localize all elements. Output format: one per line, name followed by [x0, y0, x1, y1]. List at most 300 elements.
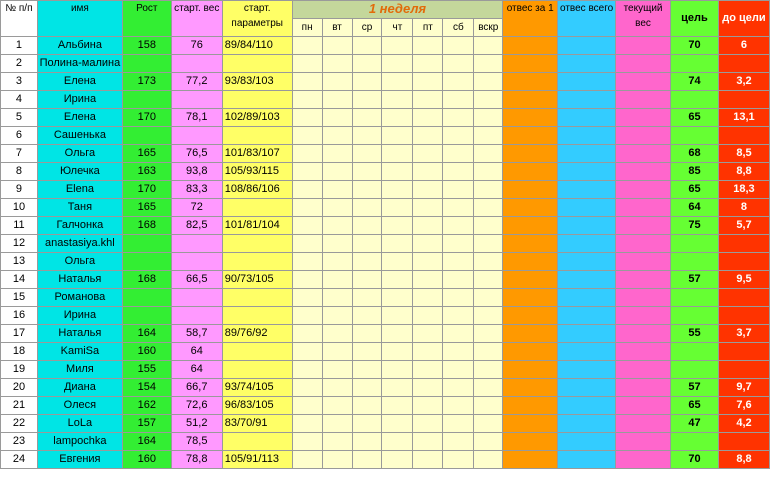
cell-day[interactable] — [413, 379, 443, 397]
cell-start-weight[interactable]: 72 — [171, 199, 222, 217]
cell-day[interactable] — [474, 433, 503, 451]
cell-height[interactable]: 155 — [122, 361, 171, 379]
cell-day[interactable] — [382, 451, 413, 469]
cell-height[interactable]: 168 — [122, 217, 171, 235]
cell-day[interactable] — [382, 433, 413, 451]
cell-day[interactable] — [322, 433, 352, 451]
col-header-number[interactable]: № п/п — [1, 1, 38, 37]
cell-current-weight[interactable] — [616, 307, 671, 325]
cell-day[interactable] — [382, 289, 413, 307]
cell-number[interactable]: 23 — [1, 433, 38, 451]
cell-day[interactable] — [382, 55, 413, 73]
cell-day[interactable] — [382, 91, 413, 109]
cell-current-weight[interactable] — [616, 109, 671, 127]
cell-day[interactable] — [474, 127, 503, 145]
cell-day[interactable] — [382, 253, 413, 271]
cell-day[interactable] — [352, 361, 382, 379]
cell-day[interactable] — [322, 307, 352, 325]
cell-day[interactable] — [413, 433, 443, 451]
cell-height[interactable]: 160 — [122, 343, 171, 361]
cell-goal[interactable]: 70 — [671, 451, 719, 469]
day-header-mon[interactable]: пн — [292, 19, 322, 37]
cell-current-weight[interactable] — [616, 73, 671, 91]
cell-day[interactable] — [352, 55, 382, 73]
cell-day[interactable] — [382, 343, 413, 361]
cell-loss-total[interactable] — [558, 379, 616, 397]
cell-loss-total[interactable] — [558, 289, 616, 307]
cell-start-params[interactable] — [222, 361, 292, 379]
cell-day[interactable] — [382, 235, 413, 253]
cell-day[interactable] — [413, 271, 443, 289]
cell-day[interactable] — [292, 145, 322, 163]
cell-day[interactable] — [413, 415, 443, 433]
cell-day[interactable] — [474, 55, 503, 73]
cell-start-weight[interactable]: 77,2 — [171, 73, 222, 91]
cell-loss-total[interactable] — [558, 55, 616, 73]
cell-to-goal[interactable] — [718, 433, 769, 451]
cell-day[interactable] — [474, 145, 503, 163]
cell-current-weight[interactable] — [616, 235, 671, 253]
cell-goal[interactable]: 75 — [671, 217, 719, 235]
cell-loss-week[interactable] — [503, 325, 558, 343]
cell-number[interactable]: 24 — [1, 451, 38, 469]
cell-goal[interactable] — [671, 343, 719, 361]
col-header-current-weight[interactable]: текущий вес — [616, 1, 671, 37]
cell-loss-total[interactable] — [558, 433, 616, 451]
cell-to-goal[interactable] — [718, 343, 769, 361]
cell-start-params[interactable]: 102/89/103 — [222, 109, 292, 127]
cell-day[interactable] — [352, 433, 382, 451]
cell-current-weight[interactable] — [616, 451, 671, 469]
cell-day[interactable] — [352, 325, 382, 343]
cell-number[interactable]: 5 — [1, 109, 38, 127]
cell-number[interactable]: 21 — [1, 397, 38, 415]
cell-day[interactable] — [474, 325, 503, 343]
col-header-start-weight[interactable]: старт. вес — [171, 1, 222, 37]
cell-day[interactable] — [382, 181, 413, 199]
cell-day[interactable] — [292, 307, 322, 325]
cell-day[interactable] — [443, 397, 474, 415]
cell-to-goal[interactable] — [718, 91, 769, 109]
cell-start-params[interactable] — [222, 127, 292, 145]
cell-name[interactable]: anastasiya.khl — [37, 235, 122, 253]
day-header-fri[interactable]: пт — [413, 19, 443, 37]
cell-goal[interactable]: 68 — [671, 145, 719, 163]
cell-name[interactable]: Елена — [37, 73, 122, 91]
cell-height[interactable]: 158 — [122, 37, 171, 55]
cell-start-weight[interactable] — [171, 127, 222, 145]
cell-day[interactable] — [413, 199, 443, 217]
cell-day[interactable] — [292, 235, 322, 253]
cell-day[interactable] — [352, 163, 382, 181]
cell-to-goal[interactable] — [718, 253, 769, 271]
cell-day[interactable] — [322, 181, 352, 199]
cell-day[interactable] — [292, 415, 322, 433]
cell-day[interactable] — [292, 397, 322, 415]
cell-loss-total[interactable] — [558, 127, 616, 145]
cell-number[interactable]: 15 — [1, 289, 38, 307]
cell-loss-week[interactable] — [503, 451, 558, 469]
cell-start-weight[interactable]: 78,5 — [171, 433, 222, 451]
cell-name[interactable]: Ольга — [37, 145, 122, 163]
cell-to-goal[interactable]: 6 — [718, 37, 769, 55]
cell-to-goal[interactable]: 8 — [718, 199, 769, 217]
cell-number[interactable]: 1 — [1, 37, 38, 55]
cell-day[interactable] — [292, 73, 322, 91]
cell-height[interactable] — [122, 235, 171, 253]
cell-day[interactable] — [443, 37, 474, 55]
cell-start-params[interactable] — [222, 433, 292, 451]
cell-loss-week[interactable] — [503, 343, 558, 361]
cell-number[interactable]: 6 — [1, 127, 38, 145]
cell-start-weight[interactable]: 66,5 — [171, 271, 222, 289]
cell-height[interactable]: 154 — [122, 379, 171, 397]
cell-number[interactable]: 22 — [1, 415, 38, 433]
cell-loss-week[interactable] — [503, 415, 558, 433]
cell-day[interactable] — [322, 289, 352, 307]
cell-day[interactable] — [292, 451, 322, 469]
cell-number[interactable]: 4 — [1, 91, 38, 109]
cell-day[interactable] — [382, 397, 413, 415]
cell-day[interactable] — [292, 91, 322, 109]
cell-current-weight[interactable] — [616, 433, 671, 451]
cell-loss-total[interactable] — [558, 325, 616, 343]
cell-day[interactable] — [413, 91, 443, 109]
cell-height[interactable]: 165 — [122, 199, 171, 217]
cell-day[interactable] — [382, 73, 413, 91]
cell-number[interactable]: 19 — [1, 361, 38, 379]
cell-height[interactable]: 157 — [122, 415, 171, 433]
cell-day[interactable] — [443, 127, 474, 145]
cell-day[interactable] — [443, 235, 474, 253]
cell-day[interactable] — [413, 253, 443, 271]
cell-loss-week[interactable] — [503, 271, 558, 289]
cell-current-weight[interactable] — [616, 379, 671, 397]
cell-day[interactable] — [443, 451, 474, 469]
cell-height[interactable] — [122, 253, 171, 271]
cell-loss-week[interactable] — [503, 181, 558, 199]
cell-day[interactable] — [292, 379, 322, 397]
col-header-loss-total[interactable]: отвес всего — [558, 1, 616, 37]
cell-start-weight[interactable] — [171, 55, 222, 73]
cell-goal[interactable]: 65 — [671, 397, 719, 415]
cell-day[interactable] — [322, 127, 352, 145]
cell-to-goal[interactable]: 8,8 — [718, 163, 769, 181]
cell-loss-total[interactable] — [558, 343, 616, 361]
cell-goal[interactable] — [671, 433, 719, 451]
cell-to-goal[interactable]: 3,2 — [718, 73, 769, 91]
cell-day[interactable] — [292, 181, 322, 199]
cell-day[interactable] — [322, 199, 352, 217]
cell-day[interactable] — [474, 415, 503, 433]
cell-start-params[interactable]: 83/70/91 — [222, 415, 292, 433]
cell-start-params[interactable] — [222, 289, 292, 307]
cell-day[interactable] — [352, 397, 382, 415]
cell-start-weight[interactable]: 78,8 — [171, 451, 222, 469]
cell-height[interactable]: 164 — [122, 325, 171, 343]
cell-day[interactable] — [352, 91, 382, 109]
cell-goal[interactable]: 65 — [671, 109, 719, 127]
cell-height[interactable]: 173 — [122, 73, 171, 91]
cell-loss-week[interactable] — [503, 397, 558, 415]
cell-day[interactable] — [382, 37, 413, 55]
cell-loss-week[interactable] — [503, 91, 558, 109]
cell-day[interactable] — [292, 127, 322, 145]
cell-day[interactable] — [322, 73, 352, 91]
cell-day[interactable] — [382, 127, 413, 145]
cell-start-weight[interactable]: 66,7 — [171, 379, 222, 397]
cell-goal[interactable] — [671, 235, 719, 253]
cell-goal[interactable] — [671, 127, 719, 145]
cell-loss-week[interactable] — [503, 433, 558, 451]
cell-day[interactable] — [322, 217, 352, 235]
cell-goal[interactable]: 64 — [671, 199, 719, 217]
col-header-start-params[interactable]: старт. параметры — [222, 1, 292, 37]
cell-name[interactable]: Сашенька — [37, 127, 122, 145]
cell-day[interactable] — [413, 397, 443, 415]
cell-day[interactable] — [443, 145, 474, 163]
cell-height[interactable] — [122, 55, 171, 73]
cell-to-goal[interactable]: 8,5 — [718, 145, 769, 163]
cell-start-params[interactable] — [222, 235, 292, 253]
cell-name[interactable]: Ольга — [37, 253, 122, 271]
cell-name[interactable]: Полина-малина — [37, 55, 122, 73]
cell-day[interactable] — [443, 109, 474, 127]
cell-current-weight[interactable] — [616, 145, 671, 163]
cell-day[interactable] — [474, 397, 503, 415]
cell-to-goal[interactable]: 9,5 — [718, 271, 769, 289]
cell-loss-total[interactable] — [558, 415, 616, 433]
cell-height[interactable]: 163 — [122, 163, 171, 181]
cell-day[interactable] — [382, 109, 413, 127]
cell-day[interactable] — [322, 451, 352, 469]
cell-goal[interactable]: 74 — [671, 73, 719, 91]
cell-start-params[interactable]: 105/93/115 — [222, 163, 292, 181]
cell-loss-total[interactable] — [558, 181, 616, 199]
cell-name[interactable]: Наталья — [37, 271, 122, 289]
cell-day[interactable] — [322, 361, 352, 379]
cell-day[interactable] — [322, 235, 352, 253]
cell-number[interactable]: 7 — [1, 145, 38, 163]
cell-day[interactable] — [474, 37, 503, 55]
cell-to-goal[interactable]: 3,7 — [718, 325, 769, 343]
cell-start-weight[interactable] — [171, 253, 222, 271]
cell-day[interactable] — [413, 325, 443, 343]
cell-loss-week[interactable] — [503, 253, 558, 271]
cell-day[interactable] — [474, 271, 503, 289]
cell-day[interactable] — [352, 451, 382, 469]
cell-day[interactable] — [352, 37, 382, 55]
cell-day[interactable] — [443, 55, 474, 73]
cell-start-params[interactable]: 105/91/113 — [222, 451, 292, 469]
cell-start-params[interactable]: 93/83/103 — [222, 73, 292, 91]
cell-day[interactable] — [443, 289, 474, 307]
day-header-wed[interactable]: ср — [352, 19, 382, 37]
cell-start-params[interactable] — [222, 199, 292, 217]
cell-name[interactable]: Ирина — [37, 307, 122, 325]
cell-current-weight[interactable] — [616, 217, 671, 235]
cell-number[interactable]: 9 — [1, 181, 38, 199]
cell-day[interactable] — [322, 37, 352, 55]
cell-loss-week[interactable] — [503, 163, 558, 181]
cell-day[interactable] — [352, 415, 382, 433]
cell-height[interactable]: 168 — [122, 271, 171, 289]
cell-day[interactable] — [382, 163, 413, 181]
cell-day[interactable] — [474, 109, 503, 127]
cell-day[interactable] — [382, 307, 413, 325]
cell-number[interactable]: 8 — [1, 163, 38, 181]
cell-goal[interactable] — [671, 307, 719, 325]
cell-start-params[interactable]: 90/73/105 — [222, 271, 292, 289]
cell-number[interactable]: 2 — [1, 55, 38, 73]
cell-start-params[interactable]: 96/83/105 — [222, 397, 292, 415]
cell-goal[interactable] — [671, 289, 719, 307]
cell-height[interactable] — [122, 127, 171, 145]
cell-loss-total[interactable] — [558, 217, 616, 235]
cell-current-weight[interactable] — [616, 397, 671, 415]
cell-day[interactable] — [352, 307, 382, 325]
cell-number[interactable]: 3 — [1, 73, 38, 91]
cell-day[interactable] — [443, 307, 474, 325]
cell-day[interactable] — [292, 37, 322, 55]
cell-day[interactable] — [352, 199, 382, 217]
cell-number[interactable]: 20 — [1, 379, 38, 397]
cell-loss-week[interactable] — [503, 307, 558, 325]
cell-day[interactable] — [474, 199, 503, 217]
cell-start-weight[interactable] — [171, 235, 222, 253]
cell-day[interactable] — [292, 271, 322, 289]
cell-day[interactable] — [322, 415, 352, 433]
cell-day[interactable] — [382, 415, 413, 433]
cell-loss-week[interactable] — [503, 145, 558, 163]
cell-start-params[interactable] — [222, 253, 292, 271]
cell-loss-total[interactable] — [558, 253, 616, 271]
cell-day[interactable] — [474, 289, 503, 307]
cell-loss-total[interactable] — [558, 397, 616, 415]
cell-day[interactable] — [443, 325, 474, 343]
cell-goal[interactable] — [671, 361, 719, 379]
cell-start-weight[interactable]: 83,3 — [171, 181, 222, 199]
cell-height[interactable] — [122, 307, 171, 325]
cell-day[interactable] — [292, 109, 322, 127]
cell-loss-total[interactable] — [558, 235, 616, 253]
cell-loss-week[interactable] — [503, 55, 558, 73]
cell-day[interactable] — [292, 55, 322, 73]
cell-day[interactable] — [322, 109, 352, 127]
cell-day[interactable] — [292, 361, 322, 379]
cell-day[interactable] — [443, 217, 474, 235]
cell-start-weight[interactable]: 93,8 — [171, 163, 222, 181]
day-header-sun[interactable]: вскр — [474, 19, 503, 37]
day-header-thu[interactable]: чт — [382, 19, 413, 37]
cell-day[interactable] — [474, 181, 503, 199]
cell-current-weight[interactable] — [616, 325, 671, 343]
cell-to-goal[interactable]: 9,7 — [718, 379, 769, 397]
cell-start-weight[interactable]: 76 — [171, 37, 222, 55]
cell-day[interactable] — [413, 181, 443, 199]
cell-day[interactable] — [443, 343, 474, 361]
cell-name[interactable]: Галчонка — [37, 217, 122, 235]
cell-start-params[interactable] — [222, 307, 292, 325]
cell-day[interactable] — [413, 343, 443, 361]
cell-number[interactable]: 10 — [1, 199, 38, 217]
cell-day[interactable] — [292, 433, 322, 451]
cell-to-goal[interactable]: 18,3 — [718, 181, 769, 199]
cell-current-weight[interactable] — [616, 361, 671, 379]
cell-day[interactable] — [292, 163, 322, 181]
cell-start-weight[interactable] — [171, 307, 222, 325]
cell-day[interactable] — [413, 145, 443, 163]
cell-day[interactable] — [322, 91, 352, 109]
cell-height[interactable]: 170 — [122, 109, 171, 127]
cell-day[interactable] — [292, 289, 322, 307]
cell-day[interactable] — [352, 379, 382, 397]
cell-goal[interactable] — [671, 55, 719, 73]
cell-loss-week[interactable] — [503, 235, 558, 253]
cell-start-params[interactable]: 101/81/104 — [222, 217, 292, 235]
cell-day[interactable] — [413, 37, 443, 55]
day-header-sat[interactable]: сб — [443, 19, 474, 37]
cell-to-goal[interactable]: 13,1 — [718, 109, 769, 127]
cell-loss-total[interactable] — [558, 91, 616, 109]
cell-day[interactable] — [352, 271, 382, 289]
cell-goal[interactable]: 55 — [671, 325, 719, 343]
col-header-loss-week[interactable]: отвес за 1 — [503, 1, 558, 37]
cell-current-weight[interactable] — [616, 37, 671, 55]
cell-height[interactable]: 160 — [122, 451, 171, 469]
cell-day[interactable] — [292, 199, 322, 217]
cell-start-weight[interactable]: 72,6 — [171, 397, 222, 415]
cell-name[interactable]: Таня — [37, 199, 122, 217]
cell-loss-week[interactable] — [503, 217, 558, 235]
cell-day[interactable] — [413, 235, 443, 253]
cell-day[interactable] — [474, 253, 503, 271]
cell-loss-total[interactable] — [558, 163, 616, 181]
cell-current-weight[interactable] — [616, 55, 671, 73]
cell-goal[interactable]: 85 — [671, 163, 719, 181]
cell-goal[interactable]: 70 — [671, 37, 719, 55]
cell-start-weight[interactable] — [171, 91, 222, 109]
cell-to-goal[interactable] — [718, 127, 769, 145]
cell-number[interactable]: 11 — [1, 217, 38, 235]
cell-number[interactable]: 17 — [1, 325, 38, 343]
cell-day[interactable] — [352, 343, 382, 361]
cell-start-params[interactable] — [222, 91, 292, 109]
cell-name[interactable]: Ирина — [37, 91, 122, 109]
cell-day[interactable] — [474, 217, 503, 235]
cell-name[interactable]: KamiSa — [37, 343, 122, 361]
cell-day[interactable] — [382, 145, 413, 163]
cell-current-weight[interactable] — [616, 127, 671, 145]
cell-day[interactable] — [352, 289, 382, 307]
cell-loss-total[interactable] — [558, 451, 616, 469]
cell-loss-total[interactable] — [558, 271, 616, 289]
cell-day[interactable] — [352, 181, 382, 199]
cell-start-params[interactable] — [222, 55, 292, 73]
col-header-name[interactable]: имя — [37, 1, 122, 37]
cell-number[interactable]: 18 — [1, 343, 38, 361]
cell-start-weight[interactable]: 51,2 — [171, 415, 222, 433]
cell-loss-week[interactable] — [503, 379, 558, 397]
cell-to-goal[interactable] — [718, 361, 769, 379]
cell-goal[interactable]: 57 — [671, 379, 719, 397]
cell-loss-week[interactable] — [503, 109, 558, 127]
cell-day[interactable] — [443, 199, 474, 217]
cell-current-weight[interactable] — [616, 163, 671, 181]
cell-day[interactable] — [322, 343, 352, 361]
cell-height[interactable]: 164 — [122, 433, 171, 451]
col-header-goal[interactable]: цель — [671, 1, 719, 37]
